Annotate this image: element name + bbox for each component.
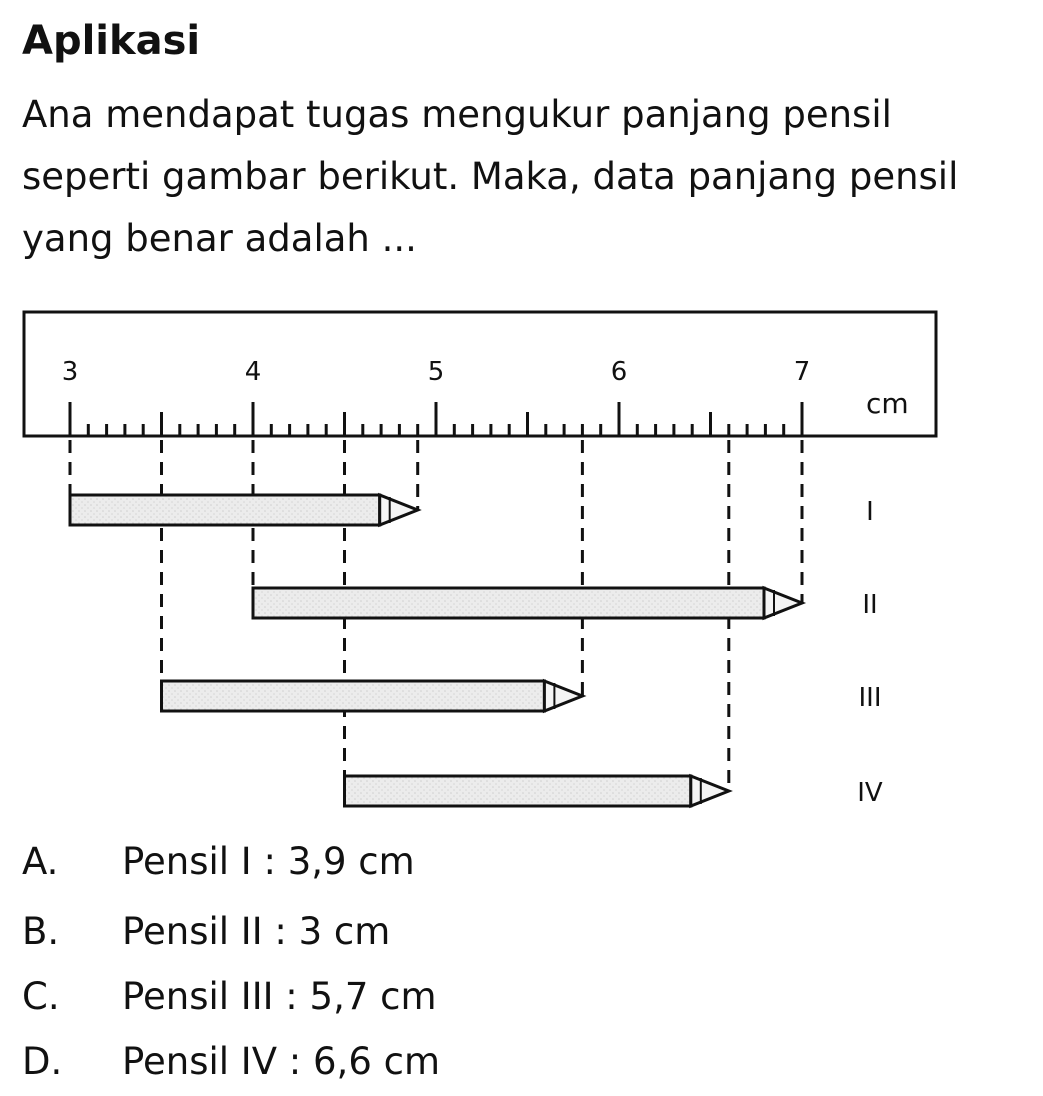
ruler-number: 4 xyxy=(244,357,262,387)
ruler-number: 5 xyxy=(427,357,445,387)
pencil-body xyxy=(345,776,691,806)
question-text: Ana mendapat tugas mengukur panjang pensil seperti gambar berikut. Maka, data panjang pensil yang benar adalah ... xyxy=(22,93,959,260)
option-d-letter: D. xyxy=(22,1040,63,1083)
heading: Aplikasi xyxy=(22,18,201,64)
ruler-number: 6 xyxy=(610,357,628,387)
ruler-number: 7 xyxy=(793,357,811,387)
pencil-label: I xyxy=(866,497,874,527)
pencil-tip xyxy=(544,681,582,711)
option-d[interactable] xyxy=(22,1040,440,1084)
pencil-tip xyxy=(764,588,802,618)
pencil-label: IV xyxy=(857,778,883,808)
option-d-text: Pensil IV : 6,6 cm xyxy=(122,1040,441,1083)
pencil-iv xyxy=(345,776,729,806)
option-b[interactable] xyxy=(22,910,390,954)
pencil-ii xyxy=(253,588,802,618)
pencil-tip xyxy=(380,495,418,525)
option-a-text: Pensil I : 3,9 cm xyxy=(122,840,415,883)
option-b-text: Pensil II : 3 cm xyxy=(122,910,391,953)
pencil-body xyxy=(253,588,764,618)
pencil-body xyxy=(70,495,380,525)
pencil-label: II xyxy=(862,590,878,620)
option-a[interactable] xyxy=(22,840,415,884)
option-c-letter: C. xyxy=(22,975,60,1018)
pencil-i xyxy=(70,495,418,525)
option-c[interactable] xyxy=(22,975,437,1019)
pencil-body xyxy=(162,681,545,711)
option-b-letter: B. xyxy=(22,910,60,953)
option-c-text: Pensil III : 5,7 cm xyxy=(122,975,437,1018)
pencil-label: III xyxy=(858,683,882,713)
unit-label: cm xyxy=(866,387,909,420)
pencil-tip xyxy=(691,776,729,806)
pencil-iii xyxy=(162,681,583,711)
option-a-letter: A. xyxy=(22,840,59,883)
ruler-number: 3 xyxy=(61,357,79,387)
